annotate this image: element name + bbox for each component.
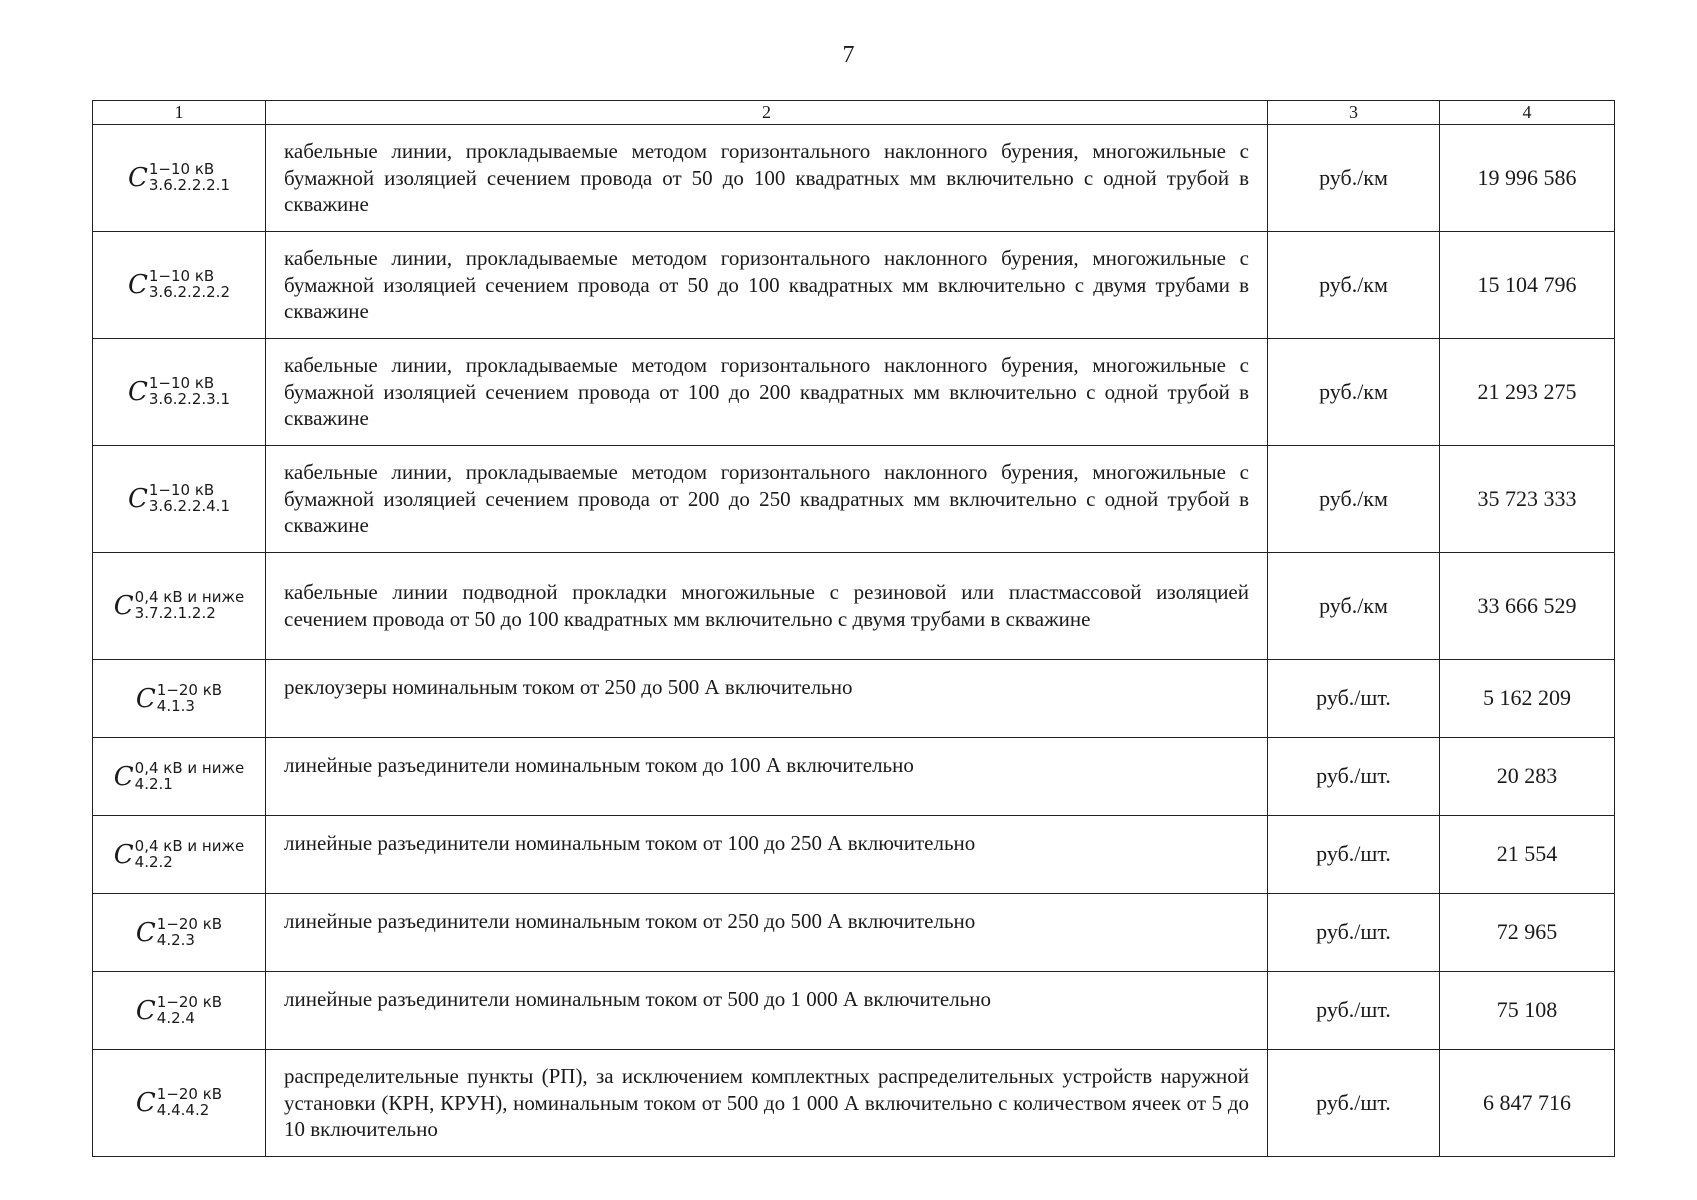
header-row	[93, 101, 1615, 125]
table-row	[93, 816, 1615, 894]
rate-code	[93, 894, 266, 972]
rate-unit: руб./км	[1268, 446, 1440, 553]
rate-unit: руб./шт.	[1268, 660, 1440, 738]
rate-value: 75 108	[1440, 972, 1615, 1050]
code-index: 4.1.3	[156, 696, 195, 715]
rate-value: 5 162 209	[1440, 660, 1615, 738]
rate-value: 21 554	[1440, 816, 1615, 894]
rate-description: кабельные линии, прокладываемые методом горизонтального наклонного бурения, многожильные с бумажной изоляцией сечением провода от 50 до 100 квадратных мм включительно с двумя трубами в скважине	[266, 232, 1268, 339]
rate-description: линейные разъединители номинальным током до 100 А включительно	[266, 738, 1268, 816]
code-symbol: C	[127, 270, 148, 301]
code-symbol: C	[135, 917, 156, 948]
rate-value: 21 293 275	[1440, 339, 1615, 446]
rate-value: 72 965	[1440, 894, 1615, 972]
rate-code	[93, 232, 266, 339]
code-index: 3.7.2.1.2.2	[134, 604, 216, 623]
code-index: 3.6.2.2.3.1	[148, 390, 230, 409]
code-symbol: C	[113, 591, 134, 622]
code-symbol: C	[113, 839, 134, 870]
code-symbol: C	[127, 484, 148, 515]
code-voltage: 1−10 кВ	[148, 267, 215, 286]
rate-unit: руб./шт.	[1268, 894, 1440, 972]
code-index: 4.2.2	[134, 852, 173, 871]
code-symbol: C	[135, 683, 156, 714]
rate-code	[93, 553, 266, 660]
rates-table	[92, 100, 1615, 1157]
rate-value: 15 104 796	[1440, 232, 1615, 339]
rate-value: 19 996 586	[1440, 125, 1615, 232]
rate-code	[93, 972, 266, 1050]
column-header-4: 4	[1440, 101, 1615, 125]
table-row	[93, 339, 1615, 446]
code-symbol: C	[135, 1088, 156, 1119]
page-number: 7	[842, 42, 855, 68]
rate-code	[93, 125, 266, 232]
code-index: 4.4.4.2	[156, 1101, 210, 1120]
rate-unit: руб./шт.	[1268, 816, 1440, 894]
rate-unit: руб./шт.	[1268, 738, 1440, 816]
rate-description: линейные разъединители номинальным током от 250 до 500 А включительно	[266, 894, 1268, 972]
code-index: 3.6.2.2.2.1	[148, 176, 230, 195]
code-index: 4.2.4	[156, 1008, 195, 1027]
code-index: 3.6.2.2.4.1	[148, 497, 230, 516]
code-voltage: 1−20 кВ	[156, 992, 223, 1011]
table-row	[93, 553, 1615, 660]
code-voltage: 1−20 кВ	[156, 1085, 223, 1104]
column-header-1: 1	[93, 101, 266, 125]
code-symbol: C	[113, 761, 134, 792]
code-index: 3.6.2.2.2.2	[148, 283, 230, 302]
rate-value: 35 723 333	[1440, 446, 1615, 553]
rate-code	[93, 339, 266, 446]
code-voltage: 0,4 кВ и ниже	[134, 588, 245, 607]
table-row	[93, 738, 1615, 816]
rate-description: кабельные линии подводной прокладки многожильные с резиновой или пластмассовой изоляцией сечением провода от 50 до 100 квадратных мм включительно с двумя трубами в скважине	[266, 553, 1268, 660]
column-header-3: 3	[1268, 101, 1440, 125]
code-voltage: 1−10 кВ	[148, 374, 215, 393]
rate-value: 33 666 529	[1440, 553, 1615, 660]
table-row	[93, 232, 1615, 339]
rate-unit: руб./км	[1268, 232, 1440, 339]
rate-code	[93, 446, 266, 553]
rate-code	[93, 738, 266, 816]
code-voltage: 1−20 кВ	[156, 914, 223, 933]
code-symbol: C	[127, 163, 148, 194]
table-row	[93, 446, 1615, 553]
rate-description: кабельные линии, прокладываемые методом горизонтального наклонного бурения, многожильные с бумажной изоляцией сечением провода от 200 до 250 квадратных мм включительно с одной трубой в скважине	[266, 446, 1268, 553]
table-row	[93, 125, 1615, 232]
rate-code	[93, 816, 266, 894]
rate-unit: руб./км	[1268, 339, 1440, 446]
code-index: 4.2.3	[156, 930, 195, 949]
code-voltage: 1−10 кВ	[148, 160, 215, 179]
table-row	[93, 894, 1615, 972]
rate-unit: руб./шт.	[1268, 972, 1440, 1050]
rate-description: кабельные линии, прокладываемые методом горизонтального наклонного бурения, многожильные с бумажной изоляцией сечением провода от 50 до 100 квадратных мм включительно с одной трубой в скважине	[266, 125, 1268, 232]
rate-code	[93, 1050, 266, 1157]
table-row	[93, 660, 1615, 738]
rate-description: кабельные линии, прокладываемые методом горизонтального наклонного бурения, многожильные с бумажной изоляцией сечением провода от 100 до 200 квадратных мм включительно с одной трубой в скважине	[266, 339, 1268, 446]
rate-code	[93, 660, 266, 738]
code-symbol: C	[135, 995, 156, 1026]
column-header-2: 2	[266, 101, 1268, 125]
code-voltage: 0,4 кВ и ниже	[134, 758, 245, 777]
rate-value: 6 847 716	[1440, 1050, 1615, 1157]
table-row	[93, 1050, 1615, 1157]
rate-unit: руб./км	[1268, 553, 1440, 660]
rate-description: линейные разъединители номинальным током от 100 до 250 А включительно	[266, 816, 1268, 894]
table-row	[93, 972, 1615, 1050]
rate-value: 20 283	[1440, 738, 1615, 816]
rate-description: распределительные пункты (РП), за исключением комплектных распределительных устройств наружной установки (КРН, КРУН), номинальным током от 500 до 1 000 А включительно с количеством ячеек от 5 до 10 включительно	[266, 1050, 1268, 1157]
rate-unit: руб./км	[1268, 125, 1440, 232]
code-voltage: 0,4 кВ и ниже	[134, 836, 245, 855]
code-index: 4.2.1	[134, 774, 173, 793]
rate-description: линейные разъединители номинальным током от 500 до 1 000 А включительно	[266, 972, 1268, 1050]
code-voltage: 1−10 кВ	[148, 481, 215, 500]
code-voltage: 1−20 кВ	[156, 680, 223, 699]
rate-unit: руб./шт.	[1268, 1050, 1440, 1157]
rate-description: реклоузеры номинальным током от 250 до 500 А включительно	[266, 660, 1268, 738]
code-symbol: C	[127, 377, 148, 408]
